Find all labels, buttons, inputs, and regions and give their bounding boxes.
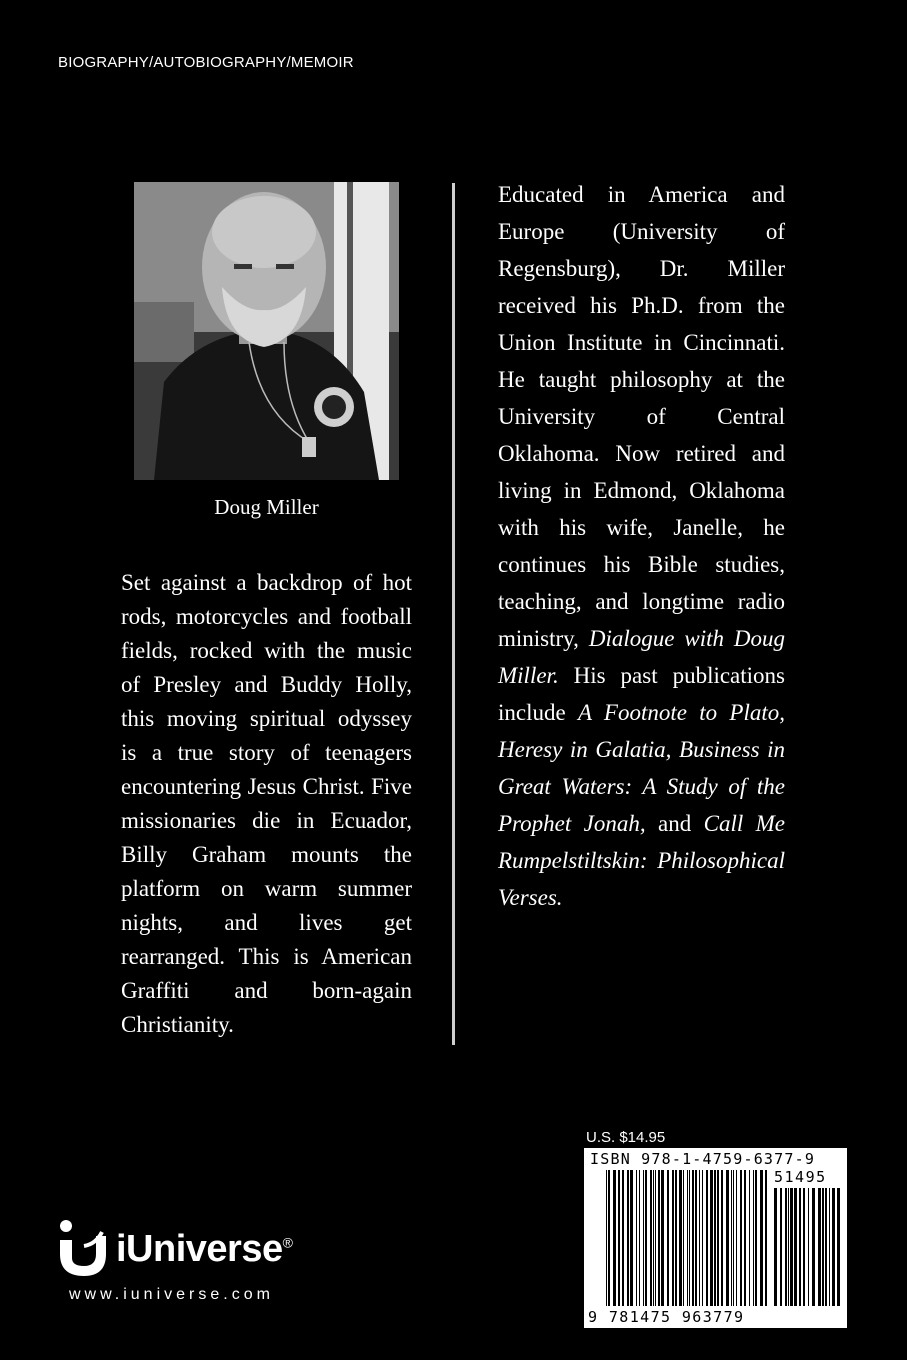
addon-bar <box>785 1188 787 1306</box>
addon-bar <box>818 1188 821 1306</box>
category-label: BIOGRAPHY/AUTOBIOGRAPHY/MEMOIR <box>58 54 354 71</box>
ean-bar <box>687 1170 688 1306</box>
ean-bar <box>672 1170 674 1306</box>
ean-bar <box>717 1170 719 1306</box>
addon-bar <box>837 1188 840 1306</box>
ean-bar <box>650 1170 652 1306</box>
publisher-name <box>116 1228 292 1271</box>
addon-bar <box>799 1188 801 1306</box>
isbn-barcode <box>584 1148 847 1328</box>
ean-bar <box>653 1170 654 1306</box>
ean-bar <box>606 1170 607 1306</box>
ean-bar <box>726 1170 729 1306</box>
publication-4: Call Me Rumpelstiltskin: Philosophical Verses. <box>498 811 785 910</box>
ean-bar <box>765 1170 767 1306</box>
radio-show-title: Dialogue with Doug Miller. <box>498 626 785 688</box>
ean-bar <box>645 1170 647 1306</box>
ean-bar <box>702 1170 703 1306</box>
ean-bar <box>675 1170 677 1306</box>
ean-bar <box>679 1170 682 1306</box>
ean-bar <box>706 1170 708 1306</box>
ean-bar <box>714 1170 716 1306</box>
ean-bar <box>731 1170 732 1306</box>
addon-bar <box>812 1188 815 1306</box>
ean-bar <box>639 1170 640 1306</box>
ean-bar <box>608 1170 610 1306</box>
addon-bar <box>822 1188 824 1306</box>
ean-bar <box>643 1170 644 1306</box>
addon-bar <box>829 1188 830 1306</box>
author-portrait-image <box>134 182 399 480</box>
addon-bar <box>832 1188 835 1306</box>
ean-digits: 9 781475 963779 <box>588 1308 745 1326</box>
ean-bar <box>636 1170 637 1306</box>
ean-bar <box>749 1170 750 1306</box>
addon-bar <box>780 1188 782 1306</box>
ean-bar <box>740 1170 742 1306</box>
addon-bar <box>794 1188 797 1306</box>
ean-bar <box>618 1170 620 1306</box>
ean-bar <box>661 1170 664 1306</box>
isbn-text: ISBN 978-1-4759-6377-9 <box>590 1150 816 1168</box>
addon-bar <box>808 1188 809 1306</box>
addon-bar <box>788 1188 789 1306</box>
ean-bar <box>695 1170 697 1306</box>
ean-bar <box>733 1170 734 1306</box>
ean-bar <box>736 1170 737 1306</box>
ean-bar <box>613 1170 616 1306</box>
author-photo <box>134 182 399 480</box>
photo-caption: Doug Miller <box>214 495 319 519</box>
ean-bar <box>622 1170 624 1306</box>
ean-bar <box>692 1170 694 1306</box>
addon-bar <box>774 1188 777 1306</box>
ean-bar <box>721 1170 723 1306</box>
ean-bar <box>755 1170 757 1306</box>
column-divider <box>452 183 455 1045</box>
addon-digits: 51495 <box>774 1168 827 1186</box>
bio-intro: Educated in America and Europe (University of Regensburg), Dr. Miller received his Ph.D. from the Union Institute in Cincinnati. He taught philosophy at the University of Central Oklahoma. Now retired and living in Edmond, Oklahoma with his wife, Janelle, he continues his Bible studies, teaching, and longtime radio ministry, <box>498 182 785 651</box>
ean-bar <box>683 1170 684 1306</box>
publications-intro: His past publications include <box>498 663 785 725</box>
addon-bar <box>825 1188 827 1306</box>
publisher-name-text: iUniverse <box>116 1228 283 1270</box>
ean-bar <box>760 1170 763 1306</box>
ean-bar <box>630 1170 633 1306</box>
ean-bar <box>627 1170 629 1306</box>
publication-1: A Footnote to Plato, <box>578 700 785 725</box>
publisher-website: www.iuniverse.com <box>69 1286 274 1303</box>
ean-bar <box>753 1170 754 1306</box>
publications-connector: and <box>658 811 692 836</box>
trademark-symbol: ® <box>282 1234 293 1251</box>
publication-2: Heresy in Galatia, <box>498 737 672 762</box>
price-label: U.S. $14.95 <box>586 1129 666 1146</box>
ean-bar <box>744 1170 746 1306</box>
author-bio <box>498 176 785 916</box>
book-blurb: Set against a backdrop of hot rods, motorcycles and football fields, rocked with the music of Presley and Buddy Holly, this moving spiritual odyssey is a true story of teenagers encountering Jesus Christ. Five missionaries die in Ecuador, Billy Graham mounts the platform on warm summer nights, and lives get rearranged. This is American Graffiti and born-again Christianity. <box>121 570 412 1037</box>
ean-bar <box>655 1170 656 1306</box>
addon-bar <box>803 1188 805 1306</box>
ean-bar <box>658 1170 660 1306</box>
addon-bar <box>790 1188 793 1306</box>
ean-bar <box>667 1170 669 1306</box>
ean-bar <box>689 1170 690 1306</box>
publication-3: Business in Great Waters: A Study of the Prophet Jonah, <box>498 737 786 836</box>
ean-bar <box>710 1170 713 1306</box>
ean-bar <box>699 1170 700 1306</box>
